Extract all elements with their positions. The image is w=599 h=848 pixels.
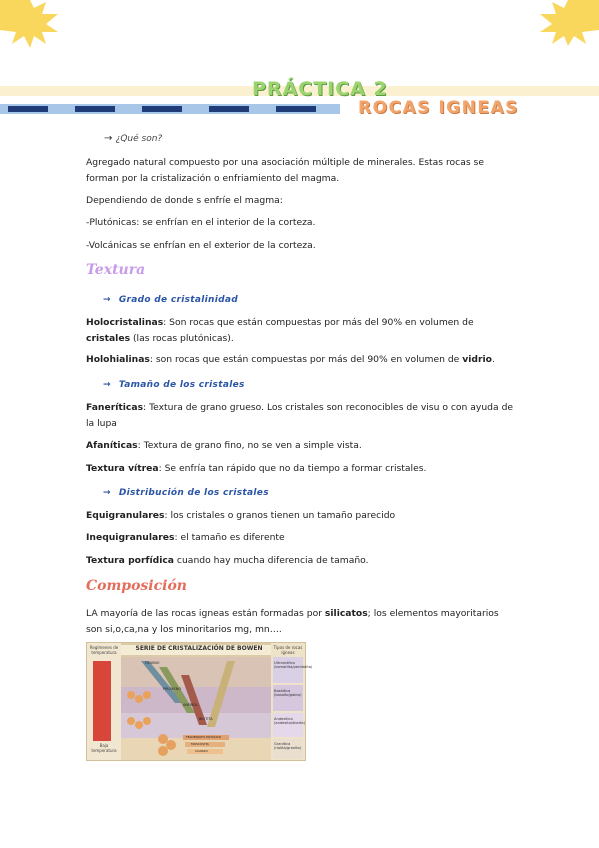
bowen-mineral-label: MOSCOVITA: [191, 742, 209, 746]
bowen-mineral-label: BIOTITA: [199, 717, 213, 721]
bowen-left-bottom: Baja temperatura: [91, 743, 117, 753]
inequigranulares-paragraph: [86, 530, 516, 546]
bowen-mineral-label: CUARZO: [195, 749, 208, 753]
holo-end: (las rocas plutónicas).: [130, 333, 234, 344]
bowen-mineral-label: FELDESPATO POTÁSICO: [186, 735, 222, 739]
afan-term: Afaníticas: [86, 440, 138, 451]
comp-text-bold: silicatos: [324, 608, 368, 619]
afan-text: : Textura de grano fino, no se ven a simple vista.: [137, 440, 362, 451]
bowen-rock-label: Granítica (riolita/granito): [274, 742, 302, 750]
hialo-term: Holohialinas: [86, 354, 150, 365]
bowen-mineral-label: ANFÍBOL: [183, 703, 199, 707]
tamano-title: Tamaño de los cristales: [118, 380, 245, 390]
holo-text: : Son rocas que están compuestas por más del 90% en volumen de: [163, 317, 474, 328]
tamano-subheading: [103, 380, 245, 390]
bowen-mineral-label: OLIVINO: [145, 661, 160, 665]
hialo-text: : son rocas que están compuestas por más del 90% en volumen de: [149, 354, 463, 365]
distribucion-subheading: [103, 488, 269, 498]
faner-text: : Textura de grano grueso. Los cristales son reconocibles de visu o con ayuda de la lupa: [86, 402, 514, 429]
bowen-mineral-label: PIROXENO: [163, 687, 182, 691]
holo-term: Holocristalinas: [86, 317, 164, 328]
holohialinas-paragraph: [86, 352, 516, 368]
inequi-term: Inequigranulares: [86, 532, 175, 543]
arrow-icon: →: [103, 295, 111, 305]
plutonicas-text: -Plutónicas: se enfrían en el interior de la corteza.: [86, 217, 316, 228]
stripe-dash: [142, 106, 182, 112]
porf-text: cuando hay mucha diferencia de tamaño.: [174, 555, 369, 566]
distribucion-title: Distribución de los cristales: [118, 488, 269, 498]
stripe-dash: [276, 106, 316, 112]
faner-term: Faneríticas: [86, 402, 144, 413]
bowen-left-header: Regímenes de temperatura: [89, 645, 119, 655]
textura-heading: Textura: [86, 262, 146, 278]
bowen-rock-label: Ultramáfica (komatiita/peridotita): [274, 661, 313, 669]
composicion-heading: Composición: [86, 578, 187, 594]
question-text: ¿Qué son?: [115, 134, 163, 144]
bowen-title: SERIE DE CRISTALIZACIÓN DE BOWEN: [135, 645, 263, 652]
question-line: [104, 133, 162, 144]
stripe-dash: [75, 106, 115, 112]
page-subtitle: ROCAS IGNEAS: [358, 98, 519, 118]
arrow-icon: →: [103, 488, 111, 498]
bowen-rock-label: Basáltica (basalto/gabro): [274, 689, 302, 697]
vitrea-term: Textura vítrea: [86, 463, 159, 474]
inequi-text: : el tamaño es diferente: [174, 532, 285, 543]
faneriticas-paragraph: [86, 400, 516, 432]
comp-text-end: ; los elementos mayoritarios son si,o,ca,na y los minoritarios mg, mn….: [86, 608, 499, 635]
bowen-series-figure: [86, 642, 313, 761]
porfidica-paragraph: [86, 553, 516, 569]
arrow-icon: →: [103, 380, 111, 390]
holo-bold: cristales: [86, 333, 131, 344]
page-title: PRÁCTICA 2: [252, 78, 388, 100]
equi-text: : los cristales o granos tienen un tamaño parecido: [164, 510, 396, 521]
depending-text: Dependiendo de donde s enfríe el magma:: [86, 195, 283, 206]
bowen-right-header: Tipos de rocas ígneas: [273, 645, 303, 655]
equigranulares-paragraph: [86, 508, 516, 524]
holocristalinas-paragraph: [86, 315, 516, 347]
vitrea-text: : Se enfría tan rápido que no da tiempo a formar cristales.: [158, 463, 427, 474]
hialo-end: .: [491, 354, 495, 365]
sun-decoration-right: [538, 0, 599, 48]
equi-term: Equigranulares: [86, 510, 165, 521]
stripe-dash: [8, 106, 48, 112]
porf-term: Textura porfídica: [86, 555, 175, 566]
composicion-paragraph: [86, 606, 516, 638]
comp-text-start: LA mayoría de las rocas igneas están formadas por: [86, 608, 325, 619]
volcanicas-text: -Volcánicas se enfrían en el exterior de la corteza.: [86, 240, 316, 251]
stripe-dash: [209, 106, 249, 112]
grado-subheading: [103, 295, 238, 305]
grado-title: Grado de cristalinidad: [118, 295, 238, 305]
vitrea-paragraph: [86, 461, 516, 477]
sun-decoration-left: [0, 0, 62, 50]
afaniticas-paragraph: [86, 438, 516, 454]
arrow-icon: →: [104, 133, 116, 144]
bowen-rock-label: Andesítica (andesita/diorita): [274, 717, 306, 725]
definition-text: Agregado natural compuesto por una asociación múltiple de minerales. Estas rocas se forman por la cristalización o enfriamiento del magma.: [86, 157, 485, 184]
hialo-bold: vidrio: [462, 354, 492, 365]
